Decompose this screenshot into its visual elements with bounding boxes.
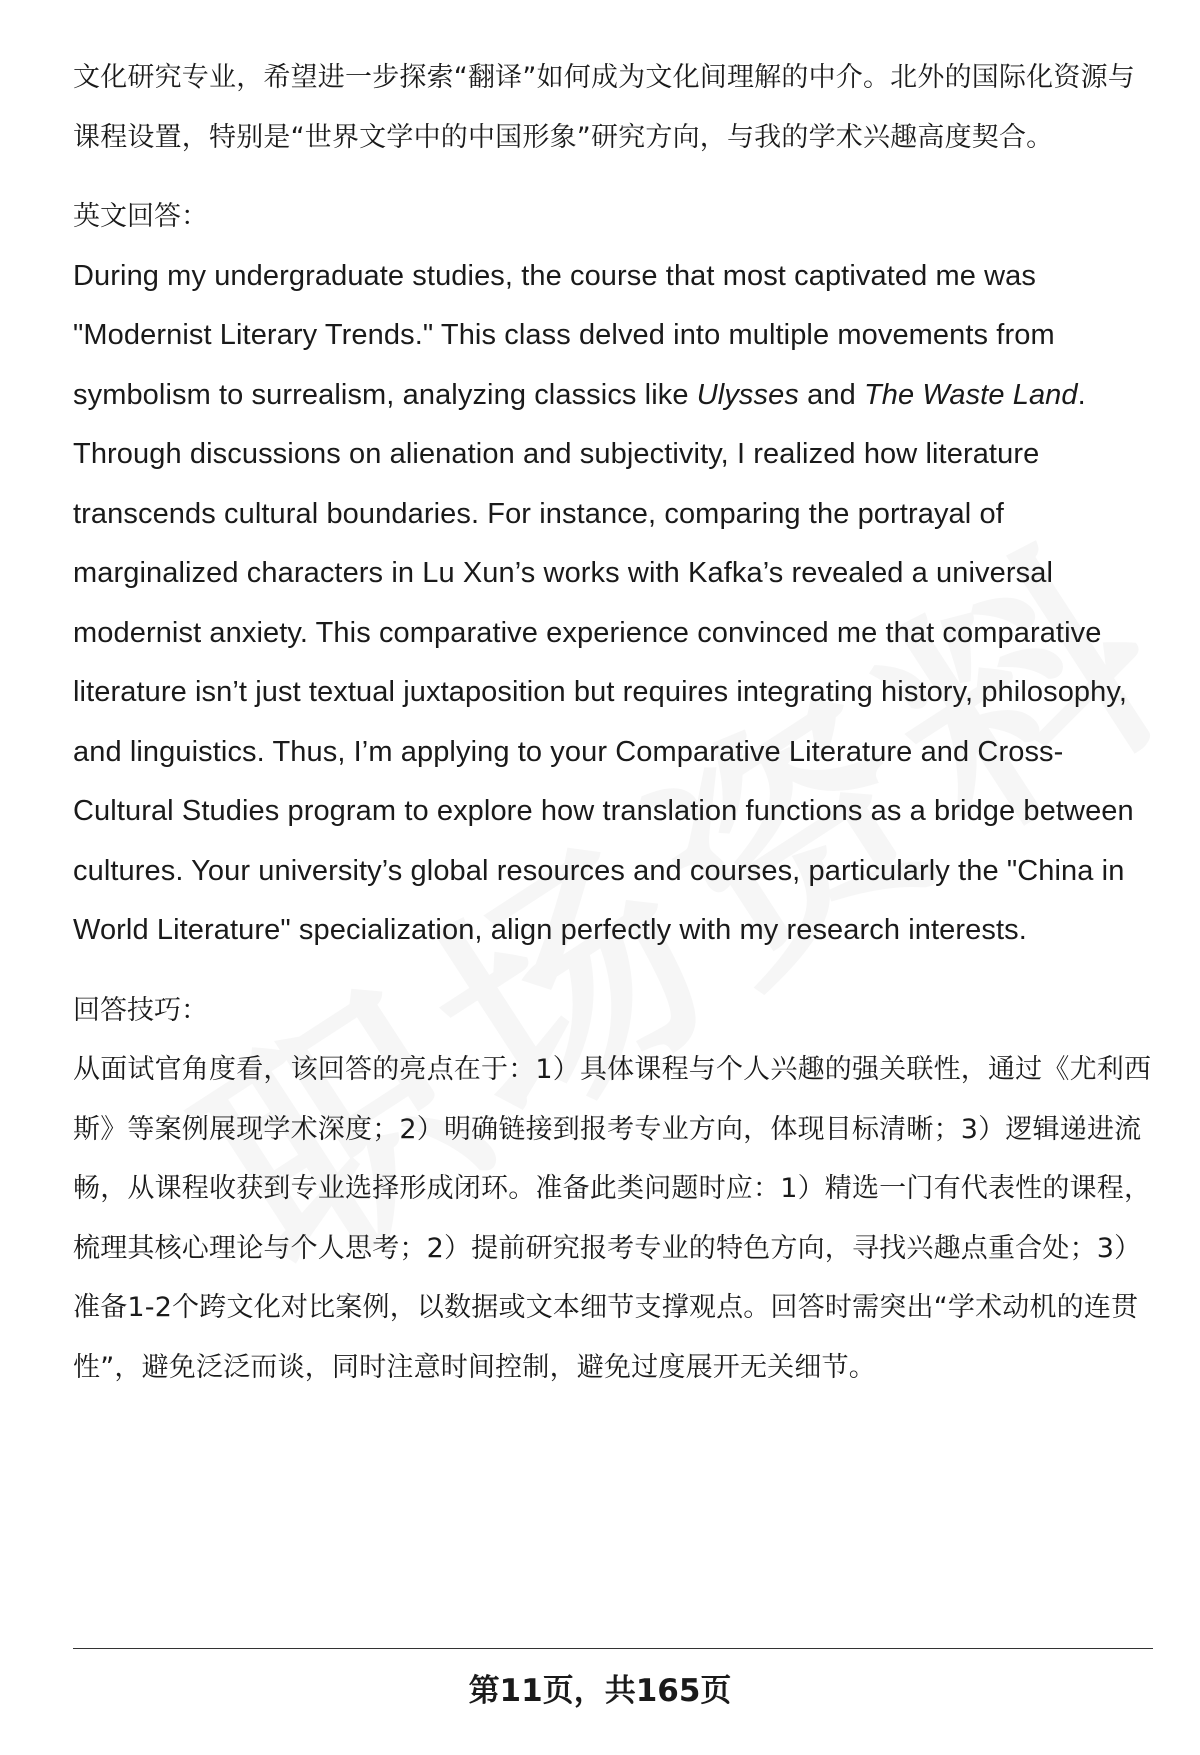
page-number: 第11页，共165页 [468,1673,732,1709]
english-answer-text-2: and [798,378,864,411]
tips-paragraph: 从面试官角度看，该回答的亮点在于：1）具体课程与个人兴趣的强关联性，通过《尤利西斯》等案例展现学术深度；2）明确链接到报考专业方向，体现目标清晰；3）逻辑递进流畅，从课程收获到专业选择形成闭环。准备此类问题时应：1）精选一门有代表性的课程，梳理其核心理论与个人思考；2）提前研究报考专业的特色方向，寻找兴趣点重合处；3）准备1-2个跨文化对比案例，以数据或文本细节支撑观点。回答时需突出“学术动机的连贯性”，避免泛泛而谈，同时注意时间控制，避免过度展开无关细节。 [73,1054,1152,1383]
tips-heading: 回答技巧： [73,994,208,1026]
document-body [73,48,1153,1397]
book-title-ulysses: Ulysses [696,378,799,411]
intro-paragraph: 文化研究专业，希望进一步探索“翻译”如何成为文化间理解的中介。北外的国际化资源与课程设置，特别是“世界文学中的中国形象”研究方向，与我的学术兴趣高度契合。 [73,62,1135,153]
english-answer-paragraph [73,247,1153,961]
english-answer-text-3: . Through discussions on alienation and subjectivity, I realized how literature transcends cultural boundaries. For instance, comparing the portrayal of marginalized characters in Lu Xun’s works with Kafka’s revealed a universal modernist anxiety. This comparative experience convinced me that comparative literature isn’t just textual juxtaposition but requires integrating history, philosophy, and linguistics. Thus, I’m applying to your Comparative Literature and Cross-Cultural Studies program to explore how translation functions as a bridge between cultures. Your university’s global resources and courses, particularly the "China in World Literature" specialization, align perfectly with my research interests. [73,378,1134,946]
footer-divider [73,1648,1153,1649]
english-answer-text-1: During my undergraduate studies, the course that most captivated me was "Modernist Literary Trends." This class delved into multiple movements from symbolism to surrealism, analyzing classics like [73,259,1055,411]
book-title-waste-land: The Waste Land [863,378,1078,411]
english-answer-heading: 英文回答： [73,201,208,232]
